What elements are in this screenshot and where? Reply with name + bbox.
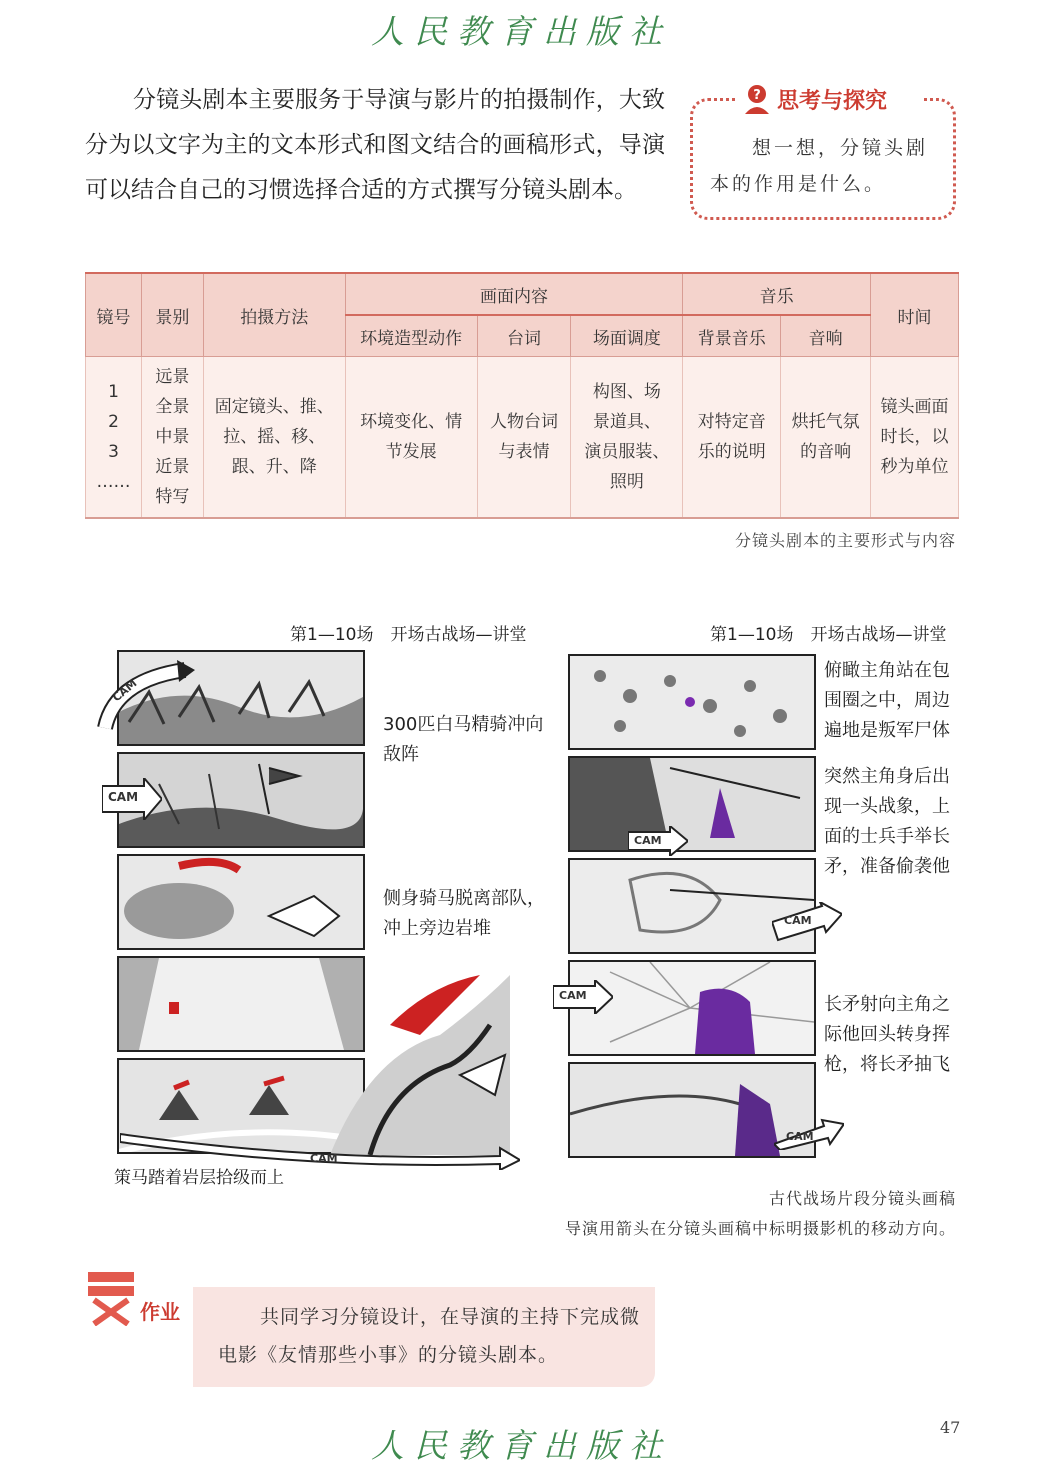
- cell-method: 固定镜头、推、 拉、摇、移、 跟、升、降: [203, 357, 345, 519]
- cam-label: CAM: [559, 989, 587, 1002]
- cam-arrow-left-2: [102, 778, 162, 820]
- cell-time: 镜头画面 时长，以 秒为单位: [871, 357, 959, 519]
- publisher-logo-top: 人民教育出版社: [371, 12, 672, 51]
- header-sound: 音响: [781, 315, 871, 357]
- cam-arrow-right-2: [772, 902, 842, 942]
- homework-text: 共同学习分镜设计，在导演的主持下完成微电影《友情那些小事》的分镜头剧本。: [218, 1306, 641, 1366]
- cam-arrow-right-1: [628, 826, 688, 856]
- header-shot-no: 镜号: [86, 273, 142, 357]
- cell-lines: 人物台词 与表情: [477, 357, 571, 519]
- storyboard-note-right-3: 长矛射向主角之 际他回头转身挥 枪，将长矛抽飞: [824, 994, 950, 1075]
- storyboard-note-left-1: 300匹白马精骑冲向 敌阵: [383, 714, 544, 765]
- cell-sound: 烘托气氛 的音响: [781, 357, 871, 519]
- figure-caption-note: 导演用箭头在分镜头画稿中标明摄影机的移动方向。: [564, 1219, 956, 1238]
- figure-caption-title: 古代战场片段分镜头画稿: [768, 1189, 956, 1208]
- question-person-icon: [743, 84, 771, 114]
- cam-label: CAM: [786, 1130, 814, 1143]
- header-lines: 台词: [477, 315, 571, 357]
- table-row: [86, 357, 959, 519]
- storyboard-note-right-2: 突然主角身后出 现一头战象，上 面的士兵手举长 矛，准备偷袭他: [824, 766, 950, 877]
- think-header: [735, 82, 923, 116]
- intro-paragraph: 分镜头剧本主要服务于导演与影片的拍摄制作，大致分为以文字为主的文本形式和图文结合的画稿形式，导演可以结合自己的习惯选择合适的方式撰写分镜头剧本。: [85, 87, 665, 203]
- header-content: 画面内容: [345, 273, 683, 315]
- storyboard-panel-right-2: [568, 756, 816, 852]
- left-scene-title: 第1—10场 开场古战场—讲堂: [290, 625, 527, 645]
- cell-env: 环境变化、情 节发展: [345, 357, 477, 519]
- homework-label: 作业: [140, 1300, 180, 1324]
- publisher-logo-bottom: 人民教育出版社: [371, 1426, 672, 1465]
- storyboard-note-right-1: 俯瞰主角站在包 围圈之中，周边 遍地是叛军尸体: [824, 660, 950, 741]
- cell-shot-size: 远景 全景 中景 近景 特写: [141, 357, 203, 519]
- header-env: 环境造型动作: [345, 315, 477, 357]
- header-music: 音乐: [683, 273, 871, 315]
- cam-arrow-right-3: [553, 980, 613, 1014]
- table-caption: 分镜头剧本的主要形式与内容: [734, 531, 956, 550]
- right-scene-title: 第1—10场 开场古战场—讲堂: [710, 625, 947, 645]
- cell-bgm: 对特定音 乐的说明: [683, 357, 781, 519]
- header-shot-size: 景别: [141, 273, 203, 357]
- think-title: 思考与探究: [777, 88, 888, 114]
- storyboard-panel-left-3: [117, 854, 365, 950]
- cam-label: CAM: [110, 676, 140, 705]
- storyboard-panel-left-4: [117, 956, 365, 1052]
- storyboard-form-table: [85, 272, 959, 519]
- rider-illustration: [330, 965, 510, 1155]
- cam-label: CAM: [108, 790, 139, 804]
- think-text: 想一想，分镜头剧本的作用是什么。: [710, 137, 929, 195]
- cell-shot-no: 1 2 3 ……: [86, 357, 142, 519]
- page-number: 47: [940, 1418, 961, 1437]
- svg-text:?: ?: [753, 88, 761, 103]
- storyboard-note-left-2: 侧身骑马脱离部队， 冲上旁边岩堆: [383, 888, 545, 939]
- cam-label: CAM: [634, 834, 662, 847]
- cam-label: CAM: [784, 914, 812, 927]
- header-time: 时间: [871, 273, 959, 357]
- cam-label: CAM: [310, 1152, 338, 1165]
- storyboard-panel-right-1: [568, 654, 816, 750]
- header-bgm: 背景音乐: [683, 315, 781, 357]
- director-chair-icon: [84, 1270, 140, 1326]
- header-method: 拍摄方法: [203, 273, 345, 357]
- cam-arrow-right-4: [774, 1114, 844, 1150]
- cell-staging: 构图、场 景道具、 演员服装、 照明: [571, 357, 683, 519]
- storyboard-note-left-3: 策马踏着岩层拾级而上: [114, 1168, 284, 1188]
- cam-arrow-left-1: [95, 660, 195, 730]
- header-staging: 场面调度: [571, 315, 683, 357]
